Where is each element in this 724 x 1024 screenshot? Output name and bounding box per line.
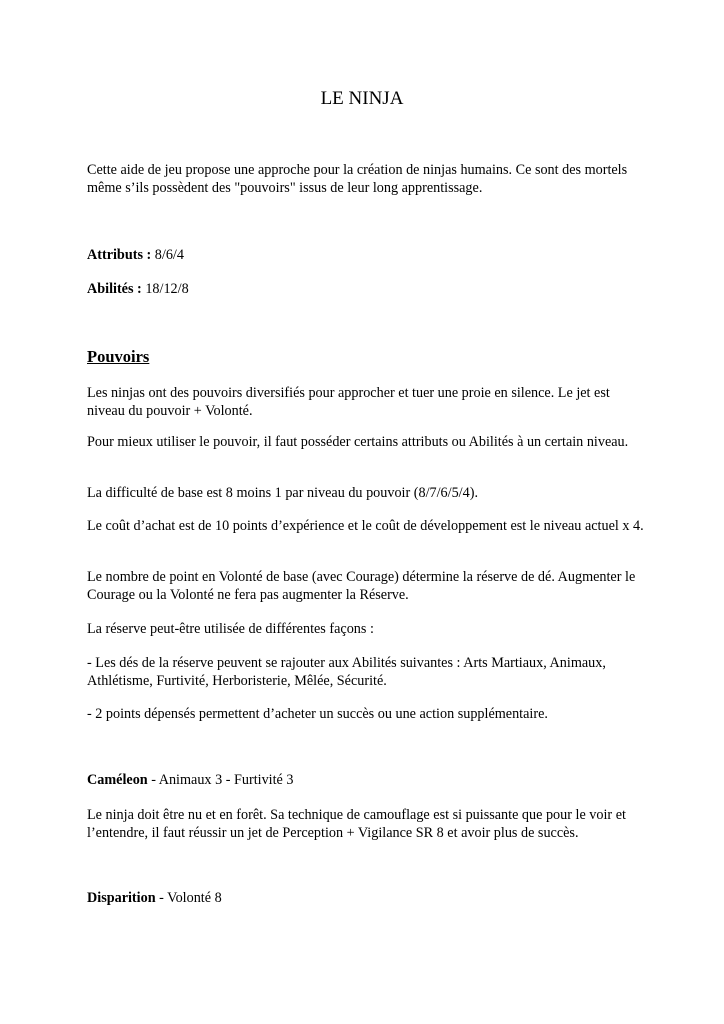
intro-paragraph: Cette aide de jeu propose une approche pour la création de ninjas humains. Ce sont des mortels même s’ils possèdent des "pouvoirs" issus de leur long apprentissage. (87, 162, 628, 196)
abilities-label: Abilités : (87, 281, 142, 297)
attributes-value: 8/6/4 (151, 247, 184, 263)
powers-paragraph: Le coût d’achat est de 10 points d’expérience et le coût de développement est le niveau actuel x 4. (87, 518, 644, 534)
abilities-line (87, 281, 647, 299)
power-requirements: - Volonté 8 (155, 890, 222, 906)
powers-paragraph: Le nombre de point en Volonté de base (avec Courage) détermine la réserve de dé. Augmenter le Courage ou la Volonté ne fera pas augmenter la Réserve. (87, 569, 636, 603)
power-cameleon-description: Le ninja doit être nu et en forêt. Sa technique de camouflage est si puissante que pour le voir et l’entendre, il faut réussir un jet de Perception + Vigilance SR 8 et avoir plus de succès. (87, 807, 626, 841)
power-requirements: - Animaux 3 - Furtivité 3 (147, 772, 294, 788)
powers-heading: Pouvoirs (87, 347, 150, 366)
attributes-label: Attributs : (87, 247, 152, 263)
powers-paragraph: La réserve peut-être utilisée de différentes façons : (87, 621, 374, 637)
attributes-line (87, 247, 647, 265)
powers-paragraph: - 2 points dépensés permettent d’acheter un succès ou une action supplémentaire. (87, 706, 548, 722)
abilities-value: 18/12/8 (141, 281, 189, 297)
document-title: LE NINJA (320, 88, 404, 109)
powers-paragraph: Pour mieux utiliser le pouvoir, il faut posséder certains attributs ou Abilités à un certain niveau. (87, 434, 629, 450)
power-cameleon-header (87, 772, 647, 790)
power-disparition-header (87, 890, 647, 908)
powers-paragraph: Les ninjas ont des pouvoirs diversifiés pour approcher et tuer une proie en silence. Le jet est niveau du pouvoir + Volonté. (87, 385, 610, 419)
powers-paragraph: - Les dés de la réserve peuvent se rajouter aux Abilités suivantes : Arts Martiaux, Animaux, Athlétisme, Furtivité, Herboristerie, Mêlée, Sécurité. (87, 655, 606, 689)
powers-paragraph: La difficulté de base est 8 moins 1 par niveau du pouvoir (8/7/6/5/4). (87, 485, 478, 501)
power-name: Caméleon (87, 772, 148, 788)
power-name: Disparition (87, 890, 156, 906)
